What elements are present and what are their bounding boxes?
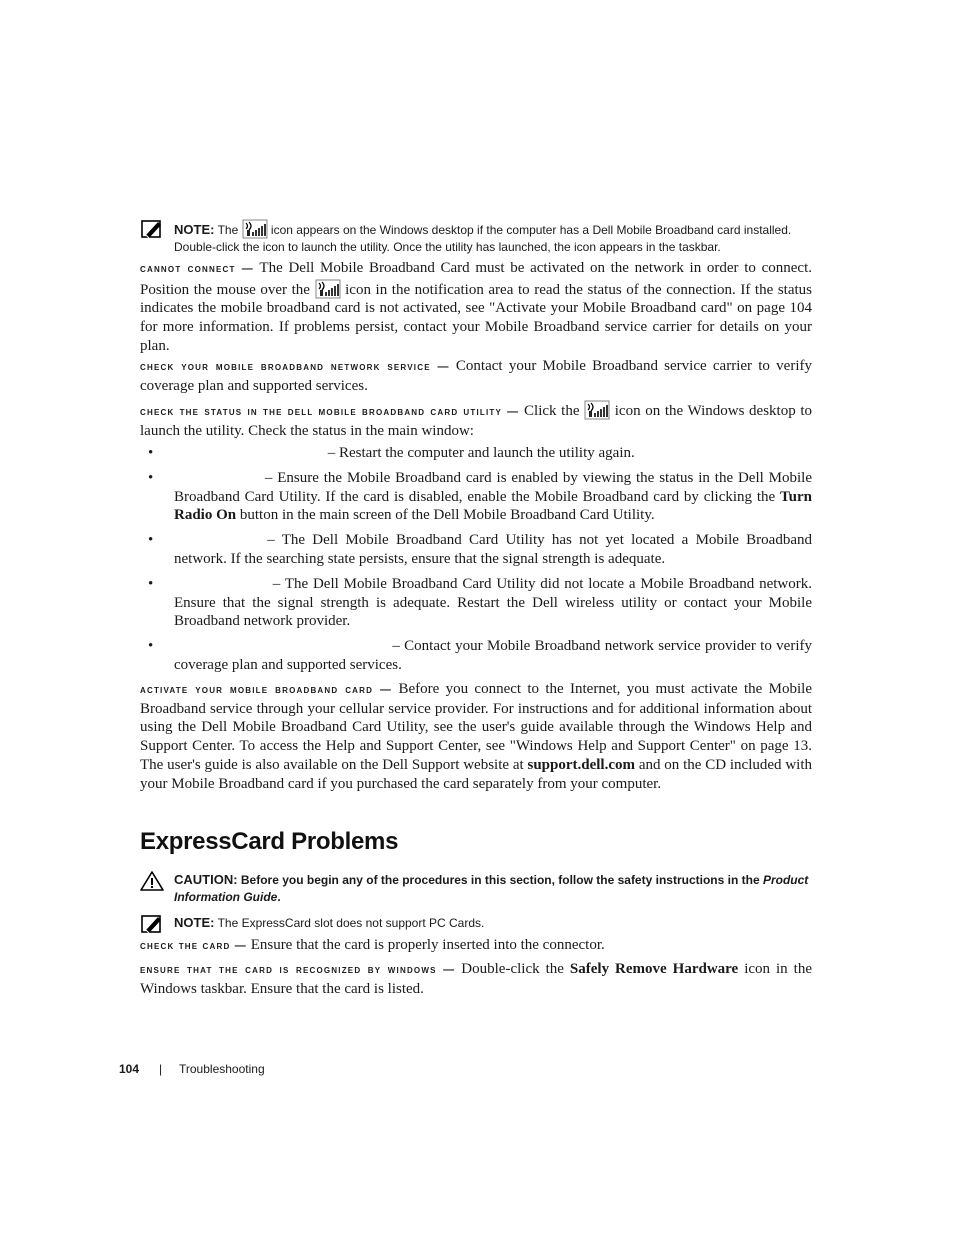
- note-text: The: [214, 223, 242, 237]
- cannot-connect-paragraph: [140, 259, 812, 356]
- list-item: [140, 575, 812, 631]
- ensure-recognized-text-continued: icon in the Windows taskbar. Ensure that the card is listed.: [140, 961, 812, 997]
- bullet-dot: •: [148, 638, 154, 654]
- footer-separator: |: [159, 1062, 163, 1076]
- note-label: NOTE:: [174, 222, 215, 237]
- bullet-text: – Contact your Mobile Broadband network service provider to verify coverage plan and supported services.: [174, 638, 812, 673]
- caution-guide-title: Product Information Guide: [174, 873, 809, 904]
- note-pencil-icon: [140, 914, 164, 934]
- caution-end: .: [277, 890, 281, 904]
- list-item: [140, 531, 812, 568]
- bullet-text: – The Dell Mobile Broadband Card Utility did not locate a Mobile Broadband network. Ensure that the signal strength is adequate. Restart the Dell wireless utility or contact your Mobile Broadband network provider.: [174, 576, 812, 630]
- ensure-recognized-heading: ensure that the card is recognized by windows —: [140, 964, 456, 976]
- section-title: ExpressCard Problems: [140, 828, 399, 855]
- support-link-text: support.dell.com: [527, 756, 636, 773]
- mobile-broadband-icon: [584, 400, 610, 420]
- bullet-dot: •: [148, 445, 154, 461]
- note-broadband-icon: [140, 219, 812, 256]
- safely-remove-hardware-text: Safely Remove Hardware: [569, 961, 739, 977]
- bullet-text-continued: button in the main screen of the Dell Mobile Broadband Card Utility.: [236, 507, 655, 524]
- activate-text-continued: and on the CD included with your Mobile Broadband card if you purchased the card separately from your computer.: [140, 756, 813, 792]
- bullet-dot: •: [148, 576, 154, 592]
- ensure-recognized-text: Double-click the: [455, 961, 570, 977]
- note-pencil-icon: [140, 219, 164, 239]
- check-service-heading: check your mobile broadband network service —: [140, 361, 450, 373]
- note-text-continued: icon appears on the Windows desktop if the computer has a Dell Mobile Broadband card installed. Double-click the icon to launch the utility. Once the utility has launched, the icon appears in the taskbar.: [174, 223, 792, 254]
- cannot-connect-heading: cannot connect —: [140, 263, 254, 275]
- list-item: [140, 444, 812, 463]
- bullet-dot: •: [148, 470, 154, 486]
- check-status-heading: check the status in the dell mobile broadband card utility —: [140, 406, 520, 418]
- caution-label: CAUTION:: [174, 872, 238, 887]
- bullet-text: – The Dell Mobile Broadband Card Utility has not yet located a Mobile Broadband network. If the searching state persists, ensure that the signal strength is adequate.: [174, 532, 812, 567]
- bullet-text: – Restart the computer and launch the utility again.: [324, 445, 635, 461]
- check-card-paragraph: [140, 936, 812, 956]
- check-status-paragraph: [140, 400, 812, 440]
- page-number: 104: [119, 1062, 140, 1076]
- check-status-text-continued: icon on the Windows desktop to launch the utility. Check the status in the main window:: [140, 403, 812, 439]
- caution-text: Before you begin any of the procedures in this section, follow the safety instructions in the: [237, 873, 763, 887]
- check-card-heading: check the card —: [140, 940, 247, 952]
- caution-triangle-icon: [140, 871, 164, 891]
- caution-block: [140, 871, 812, 906]
- activate-paragraph: [140, 680, 812, 793]
- check-service-paragraph: [140, 357, 812, 395]
- check-status-text: Click the: [519, 403, 585, 419]
- bullet-dot: •: [148, 532, 154, 548]
- ensure-recognized-paragraph: [140, 960, 812, 998]
- cannot-connect-text-continued: icon in the notification area to read the status of the connection. If the status indicates the mobile broadband card is not activated, see "Activate your Mobile Broadband card" on page 104 for more information. If problems persist, contact your Mobile Broadband service carrier for details on your plan.: [140, 281, 812, 354]
- activate-heading: activate your mobile broadband card —: [140, 684, 393, 696]
- mobile-broadband-icon: [242, 219, 268, 239]
- note-expresscard: [140, 914, 812, 932]
- activate-text: Before you connect to the Internet, you must activate the Mobile Broadband service through your cellular service provider. For instructions and for additional information about using the Dell Mobile Broadband Card Utility, see the user's guide available through the Windows Help and Support Center. To access the Help and Support Center, see "Windows Help and Support Center" on page 13. The user's guide is also available on the Dell Support website at: [140, 681, 812, 773]
- page-footer: [119, 1062, 265, 1076]
- check-card-text: Ensure that the card is properly inserted into the connector.: [246, 937, 605, 953]
- list-item: [140, 637, 812, 674]
- note-text: The ExpressCard slot does not support PC Cards.: [214, 916, 485, 930]
- footer-section-name: Troubleshooting: [179, 1062, 265, 1076]
- list-item: [140, 469, 812, 525]
- bullet-text: – Ensure the Mobile Broadband card is enabled by viewing the status in the Dell Mobile Broadband Card Utility. If the card is disabled, enable the Mobile Broadband card by clicking the: [174, 470, 812, 505]
- cannot-connect-text: The Dell Mobile Broadband Card must be activated on the network in order to connect. Position the mouse over the: [140, 260, 812, 298]
- turn-radio-on-text: Turn Radio On: [174, 488, 812, 524]
- note-label: NOTE:: [174, 915, 215, 930]
- check-service-text: Contact your Mobile Broadband service carrier to verify coverage plan and supported services.: [140, 358, 812, 394]
- mobile-broadband-icon: [315, 279, 341, 299]
